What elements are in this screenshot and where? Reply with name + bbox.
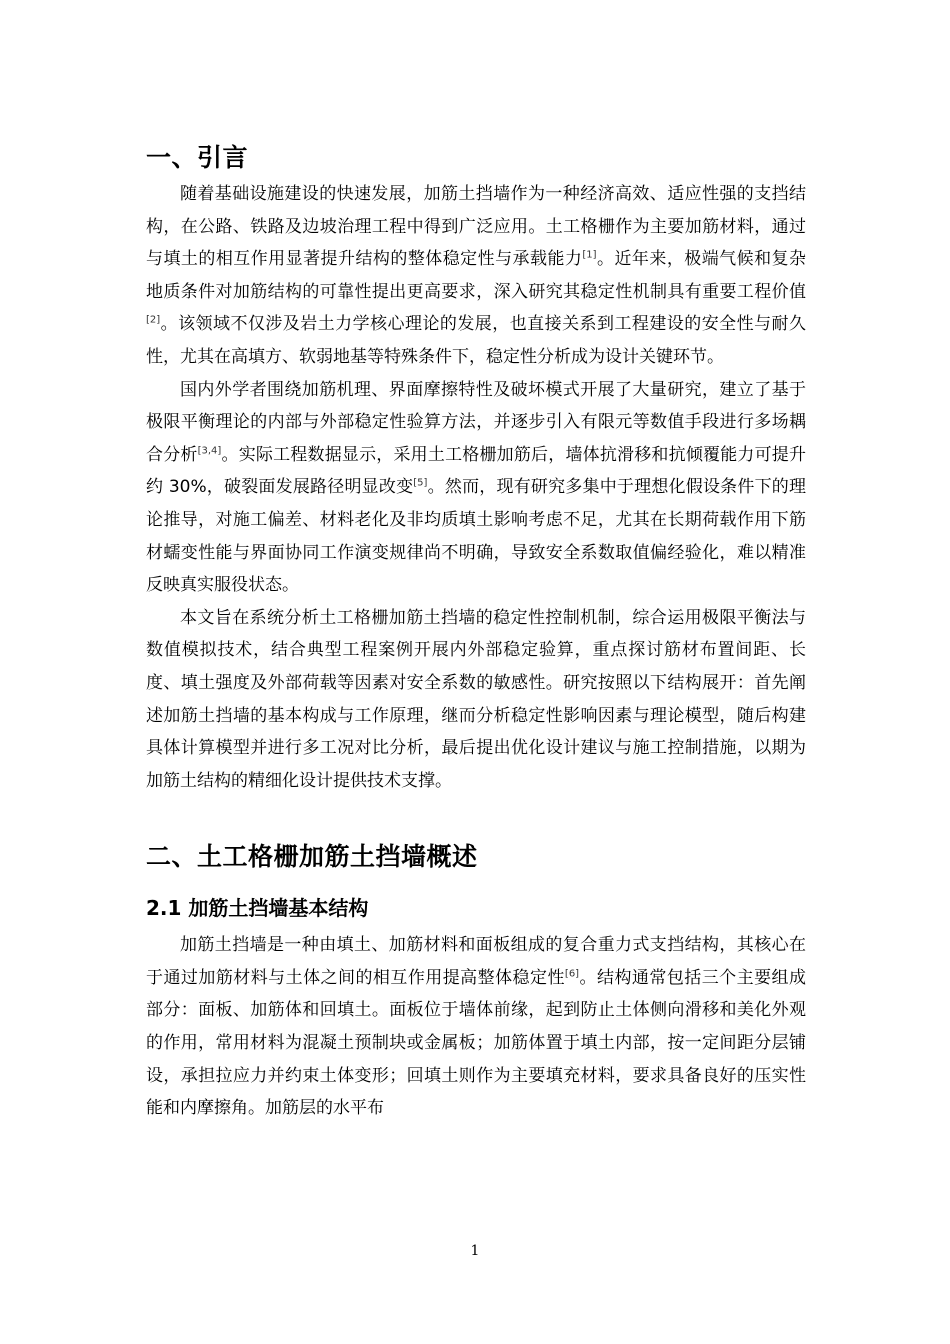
section-title-overview: 二、土工格栅加筋土挡墙概述 [146, 842, 478, 872]
page-number: 1 [470, 1243, 480, 1259]
citation-marker: [5] [413, 477, 428, 489]
paragraph-text: 加筋土挡墙是一种由填土、加筋材料和面板组成的复合重力式支挡结构，其核心在于通过加筋材料与土体之间的相互作用提高整体稳定性 [146, 935, 806, 988]
paragraph-text: 随着基础设施建设的快速发展，加筋土挡墙作为一种经济高效、适应性强的支挡结构，在公路、铁路及边坡治理工程中得到广泛应用。土工格栅作为主要加筋材料，通过与填土的相互作用显著提升结构的整体稳定性与承载能力 [146, 184, 806, 270]
paragraph-text: 。然而，现有研究多集中于理想化假设条件下的理论推导，对施工偏差、材料老化及非均质填土影响考虑不足，尤其在长期荷载作用下筋材蠕变性能与界面协同工作演变规律尚不明确，导致安全系数取值偏经验化，难以精准反映真实服役状态。 [146, 477, 806, 596]
paragraph-text: 。结构通常包括三个主要组成部分：面板、加筋体和回填土。面板位于墙体前缘，起到防止土体侧向滑移和美化外观的作用，常用材料为混凝土预制块或金属板；加筋体置于填土内部，按一定间距分层铺设，承担拉应力并约束土体变形；回填土则作为主要填充材料，要求具备良好的压实性能和内摩擦角。加筋层的水平布 [146, 967, 807, 1119]
paragraph [146, 602, 806, 798]
subsection-title-basic-structure: 2.1 加筋土挡墙基本结构 [146, 896, 369, 921]
paragraph-text: 本文旨在系统分析土工格栅加筋土挡墙的稳定性控制机制，综合运用极限平衡法与数值模拟技术，结合典型工程案例开展内外部稳定验算，重点探讨筋材布置间距、长度、填土强度及外部荷载等因素对安全系数的敏感性。研究按照以下结构展开：首先阐述加筋土挡墙的基本构成与工作原理，继而分析稳定性影响因素与理论模型，随后构建具体计算模型并进行多工况对比分析，最后提出优化设计建议与施工控制措施，以期为加筋土结构的精细化设计提供技术支撑。 [146, 607, 806, 791]
page-content [146, 138, 806, 1125]
paragraph [146, 178, 806, 374]
citation-marker: [3,4] [197, 445, 222, 457]
section-title-introduction: 一、引言 [146, 143, 249, 172]
citation-marker: [2] [146, 314, 161, 326]
paragraph [146, 929, 806, 1125]
paragraph [146, 374, 806, 602]
paragraph-text: 。实际工程数据显示，采用土工格栅加筋后，墙体抗滑移和抗倾覆能力可提升约 30%，破裂面发展路径明显改变 [146, 444, 807, 498]
paragraph-text: 国内外学者围绕加筋机理、界面摩擦特性及破坏模式开展了大量研究，建立了基于极限平衡理论的内部与外部稳定性验算方法，并逐步引入有限元等数值手段进行多场耦合分析 [146, 379, 806, 465]
paragraph-text: 。近年来，极端气候和复杂地质条件对加筋结构的可靠性提出更高要求，深入研究其稳定性机制具有重要工程价值 [146, 249, 807, 302]
paragraph-text: 。该领域不仅涉及岩土力学核心理论的发展，也直接关系到工程建设的安全性与耐久性，尤其在高填方、软弱地基等特殊条件下，稳定性分析成为设计关键环节。 [146, 314, 806, 367]
citation-marker: [6] [564, 968, 580, 980]
citation-marker: [1] [582, 249, 597, 261]
